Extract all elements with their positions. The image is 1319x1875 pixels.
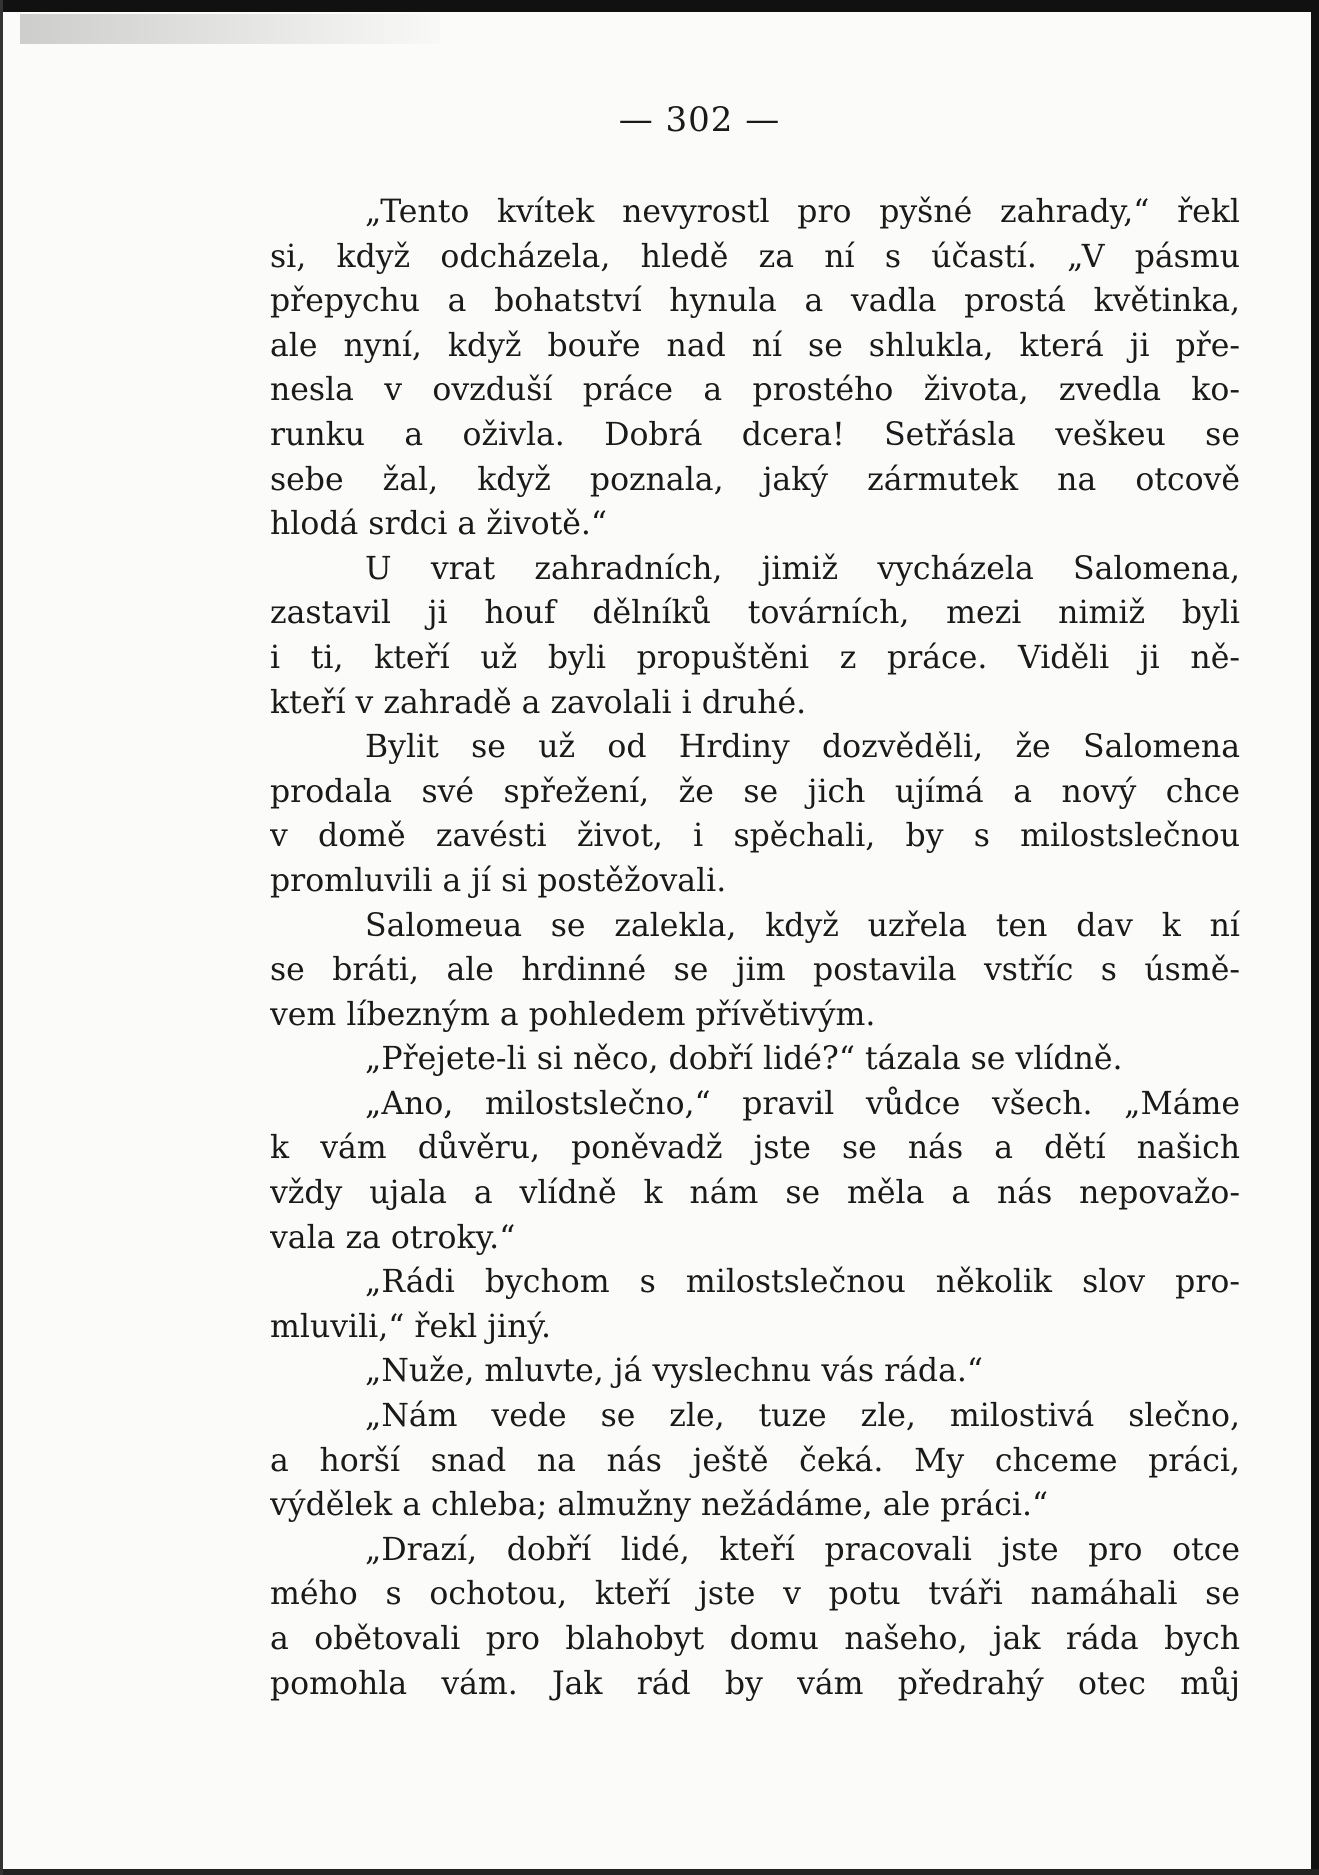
body-text bbox=[270, 190, 1240, 1706]
text-line: nesla v ovzduší práce a prostého života, zvedla ko- bbox=[270, 372, 1240, 409]
text-line: výdělek a chleba; almužny nežádáme, ale práci.“ bbox=[270, 1487, 1049, 1524]
text-line: Salomeua se zalekla, když uzřela ten dav k ní bbox=[365, 907, 1240, 944]
text-line: Bylit se už od Hrdiny dozvěděli, že Salomena bbox=[365, 729, 1240, 766]
scan-smudge bbox=[20, 14, 440, 44]
text-line: mluvili,“ řekl jiný. bbox=[270, 1308, 552, 1345]
text-line: v domě zavésti život, i spěchali, by s milostslečnou bbox=[270, 818, 1240, 855]
text-line: pomohla vám. Jak rád by vám předrahý otec můj bbox=[270, 1665, 1240, 1702]
text-line: vem líbezným a pohledem přívětivým. bbox=[270, 996, 876, 1033]
text-line: „Rádi bychom s milostslečnou několik slov pro- bbox=[365, 1264, 1240, 1301]
text-line: „Nuže, mluvte, já vyslechnu vás ráda.“ bbox=[365, 1353, 983, 1390]
text-line: sebe žal, když poznala, jaký zármutek na otcově bbox=[270, 461, 1240, 498]
text-line: prodala své spřežení, že se jich ujímá a nový chce bbox=[270, 773, 1240, 810]
text-line: „Nám vede se zle, tuze zle, milostivá slečno, bbox=[365, 1398, 1240, 1435]
text-line: runku a oživla. Dobrá dcera! Setřásla veškeu se bbox=[270, 416, 1240, 453]
text-line: vala za otroky.“ bbox=[270, 1219, 516, 1256]
text-line: se bráti, ale hrdinné se jim postavila vstříc s úsmě- bbox=[270, 952, 1240, 989]
page-number: — 302 — bbox=[618, 100, 781, 140]
text-line: vždy ujala a vlídně k nám se měla a nás nepovažo- bbox=[270, 1175, 1240, 1212]
scan-border-bottom bbox=[0, 1869, 1319, 1875]
text-line: a horší snad na nás ještě čeká. My chceme práci, bbox=[270, 1442, 1240, 1479]
text-line: hlodá srdci a životě.“ bbox=[270, 506, 608, 543]
text-line: „Tento kvítek nevyrostl pro pyšné zahrady,“ řekl bbox=[365, 194, 1240, 230]
text-line: U vrat zahradních, jimiž vycházela Salomena, bbox=[365, 550, 1240, 587]
text-line: si, když odcházela, hledě za ní s účastí. „V pásmu bbox=[270, 238, 1240, 275]
scan-border-left bbox=[0, 0, 3, 1875]
text-line: zastavil ji houf dělníků továrních, mezi nimiž byli bbox=[270, 595, 1240, 632]
text-line: „Drazí, dobří lidé, kteří pracovali jste pro otce bbox=[365, 1531, 1240, 1568]
scan-border-top bbox=[0, 0, 1319, 12]
text-line: a obětovali pro blahobyt domu našeho, jak ráda bych bbox=[270, 1621, 1240, 1657]
scan-border-right bbox=[1311, 0, 1319, 1875]
text-line: k vám důvěru, poněvadž jste se nás a dětí našich bbox=[270, 1130, 1240, 1167]
text-line: i ti, kteří už byli propuštěni z práce. Viděli ji ně- bbox=[270, 639, 1240, 676]
text-line: „Přejete-li si něco, dobří lidé?“ tázala se vlídně. bbox=[365, 1041, 1123, 1078]
text-line: mého s ochotou, kteří jste v potu tváři namáhali se bbox=[270, 1576, 1240, 1613]
text-line: ale nyní, když bouře nad ní se shlukla, která ji pře- bbox=[270, 327, 1240, 364]
text-line: promluvili a jí si postěžovali. bbox=[270, 862, 727, 899]
text-line: kteří v zahradě a zavolali i druhé. bbox=[270, 684, 807, 721]
text-line: přepychu a bohatství hynula a vadla prostá květinka, bbox=[270, 283, 1240, 320]
text-line: „Ano, milostslečno,“ pravil vůdce všech. „Máme bbox=[365, 1085, 1240, 1122]
